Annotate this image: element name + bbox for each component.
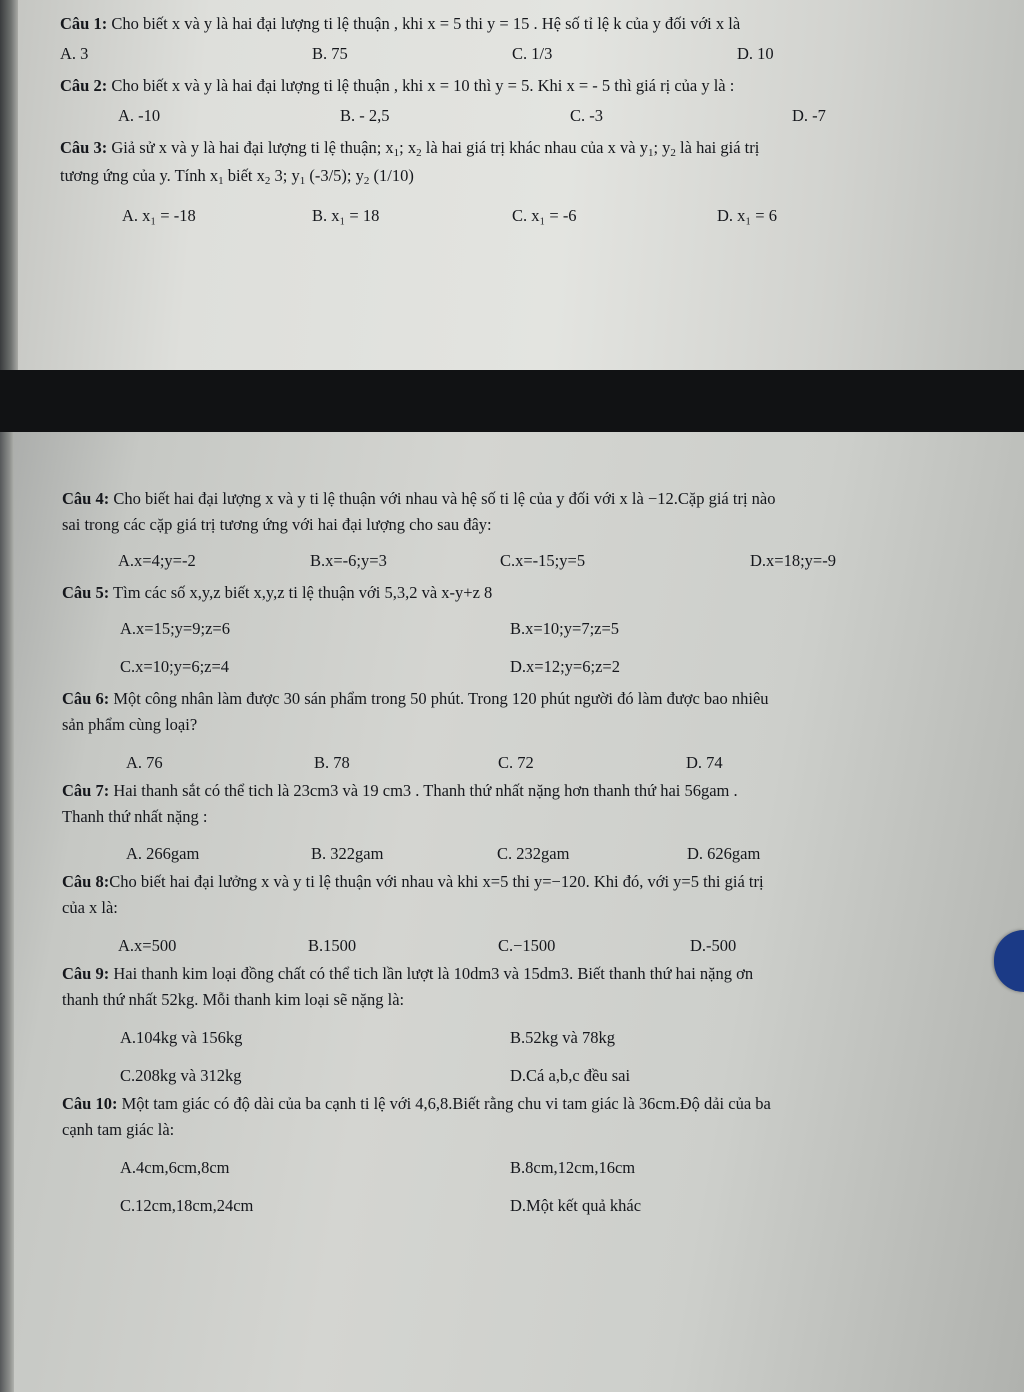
question-9-answer-c[interactable]: C.208kg và 312kg (120, 1066, 242, 1086)
sub-1b: 1 (647, 146, 654, 159)
question-2-answer-a[interactable]: A. -10 (118, 105, 161, 125)
question-3-body-b: ; x (399, 137, 417, 157)
question-4-text-line1 (62, 487, 980, 511)
question-9-answers-row2 (62, 1066, 980, 1086)
question-2-label: Câu 2: (60, 75, 108, 95)
question-4-answer-a[interactable]: A.x=4;y=-2 (118, 550, 196, 570)
question-block-4 (62, 487, 980, 571)
question-3-text-line1 (60, 136, 980, 162)
question-4-body-1: Cho biết hai đại lượng x và y ti lệ thuận với nhau và hệ số ti lệ của y đối với x là −12.Cặp giá trị nào (109, 489, 776, 508)
bottom-scan-left-shadow (0, 432, 14, 1392)
question-3-body-a: Giả sử x và y là hai đại lượng ti lệ thuận; x (107, 137, 394, 157)
question-7-answer-a[interactable]: A. 266gam (126, 844, 200, 864)
top-questions-container (60, 12, 980, 226)
question-7-label: Câu 7: (62, 780, 110, 800)
question-9-label: Câu 9: (62, 964, 110, 984)
question-3-text-line2 (60, 164, 980, 190)
question-2-answer-b[interactable]: B. - 2,5 (340, 105, 390, 125)
question-8-answer-a[interactable]: A.x=500 (118, 936, 177, 956)
question-9-answers-row1 (62, 1028, 980, 1048)
question-1-answer-c[interactable]: C. 1/3 (512, 43, 553, 63)
question-6-answer-a[interactable]: A. 76 (126, 752, 163, 772)
question-3-body-g: biết x (223, 165, 265, 185)
question-3-answer-c[interactable]: C. x₁ = -6 (512, 205, 577, 225)
question-7-body-1: Hai thanh sắt có thể tich là 23cm3 và 19 cm3 . Thanh thứ nhất nặng hơn thanh thứ hai 56gam . (109, 780, 738, 800)
question-3-answer-b[interactable]: B. x₁ = 18 (312, 205, 380, 225)
question-3-answer-d[interactable]: D. x₁ = 6 (717, 205, 777, 225)
question-2-answers (60, 106, 980, 126)
sub-1d: 1 (299, 174, 306, 187)
sub-2d: 2 (363, 174, 370, 187)
question-5-label: Câu 5: (62, 582, 110, 602)
question-3-body-h: 3; y (270, 165, 300, 185)
question-3-body-j: (1/10) (369, 165, 414, 185)
question-10-answer-b[interactable]: B.8cm,12cm,16cm (510, 1157, 636, 1177)
sub-2: 2 (416, 146, 422, 159)
sub-1: 1 (393, 146, 400, 159)
question-2-answer-d[interactable]: D. -7 (792, 105, 826, 125)
question-10-answers-row1 (62, 1158, 980, 1178)
question-6-answer-c[interactable]: C. 72 (498, 752, 534, 772)
question-10-text-line1 (62, 1092, 980, 1116)
question-block-5 (62, 581, 980, 677)
question-1-body: Cho biết x và y là hai đại lượng ti lệ thuận , khi x = 5 thi y = 15 . Hệ số tỉ lệ k của y đối với x là (107, 14, 741, 33)
question-5-answers-row1 (62, 619, 980, 639)
question-7-text-line1 (62, 779, 980, 803)
question-8-label: Câu 8: (62, 872, 110, 892)
question-2-text (60, 74, 980, 98)
question-8-answer-b[interactable]: B.1500 (308, 936, 357, 956)
scan-left-shadow (0, 0, 18, 370)
question-1-text (60, 12, 980, 36)
question-block-2 (60, 74, 980, 126)
question-8-answer-d[interactable]: D.-500 (690, 936, 737, 956)
question-block-3 (60, 136, 980, 226)
question-9-body-1: Hai thanh kim loại đồng chất có thể tich lần lượt là 10dm3 và 15dm3. Biết thanh thứ hai nặng ơn (109, 964, 754, 984)
question-10-answer-c[interactable]: C.12cm,18cm,24cm (120, 1195, 254, 1215)
question-8-text-line2: của x là: (62, 898, 118, 918)
question-3-body-d: ; y (653, 137, 671, 157)
question-6-text-line2: sản phẩm cùng loại? (62, 714, 198, 734)
question-3-answer-a[interactable]: A. x₁ = -18 (122, 205, 196, 225)
question-5-answer-c[interactable]: C.x=10;y=6;z=4 (120, 656, 230, 676)
question-1-answer-a[interactable]: A. 3 (60, 43, 89, 63)
question-4-label: Câu 4: (62, 489, 110, 508)
question-2-body: Cho biết x và y là hai đại lượng ti lệ thuận , khi x = 10 thì y = 5. Khi x = - 5 thì giá rị của y là : (107, 75, 735, 95)
question-9-answer-a[interactable]: A.104kg và 156kg (120, 1028, 243, 1048)
sub-2b: 2 (670, 146, 676, 159)
question-4-answer-d[interactable]: D.x=18;y=-9 (750, 550, 836, 570)
question-block-6 (62, 687, 980, 773)
question-1-answer-b[interactable]: B. 75 (312, 43, 348, 63)
question-9-answer-d[interactable]: D.Cá a,b,c đều sai (510, 1066, 631, 1086)
question-1-answers (60, 44, 980, 64)
question-6-text-line1 (62, 687, 980, 711)
question-3-body-e: là hai giá trị (675, 137, 760, 157)
bottom-questions-container (62, 487, 980, 1216)
question-6-answer-d[interactable]: D. 74 (686, 752, 723, 772)
question-8-answer-c[interactable]: C.−1500 (498, 936, 556, 956)
question-5-answer-d[interactable]: D.x=12;y=6;z=2 (510, 656, 620, 676)
question-block-8 (62, 870, 980, 956)
question-3-body-f: tương ứng của y. Tính x (60, 165, 219, 185)
question-5-body: Tìm các số x,y,z biết x,y,z ti lệ thuận với 5,3,2 và x-y+z 8 (109, 582, 493, 602)
question-4-answer-c[interactable]: C.x=-15;y=5 (500, 550, 586, 570)
question-6-answers (62, 753, 980, 773)
question-4-answer-b[interactable]: B.x=-6;y=3 (310, 550, 387, 570)
question-block-7 (62, 779, 980, 865)
question-7-answer-d[interactable]: D. 626gam (687, 844, 761, 864)
question-10-answers-row2 (62, 1196, 980, 1216)
question-6-label: Câu 6: (62, 688, 110, 708)
question-1-answer-d[interactable]: D. 10 (737, 43, 774, 63)
sub-1c: 1 (218, 174, 224, 187)
question-7-answer-b[interactable]: B. 322gam (311, 844, 384, 864)
question-4-text-line2: sai trong các cặp giá trị tương ứng với hai đại lượng cho sau đây: (62, 514, 492, 534)
question-9-text-line1 (62, 962, 980, 986)
question-10-answer-d[interactable]: D.Một kết quả khác (510, 1195, 642, 1215)
question-2-answer-c[interactable]: C. -3 (570, 105, 603, 125)
question-8-answers (62, 936, 980, 956)
question-7-text-line2: Thanh thứ nhất nặng : (62, 806, 208, 826)
bottom-scan-fragment (0, 432, 1024, 1392)
question-5-answer-b[interactable]: B.x=10;y=7;z=5 (510, 618, 620, 638)
question-8-text-line1 (62, 870, 980, 894)
question-10-label: Câu 10: (62, 1094, 118, 1114)
question-10-answer-a[interactable]: A.4cm,6cm,8cm (120, 1157, 230, 1177)
question-9-answer-b[interactable]: B.52kg và 78kg (510, 1028, 615, 1048)
question-block-9 (62, 962, 980, 1086)
question-6-body-1: Một công nhân làm được 30 sán phẩm trong 50 phút. Trong 120 phút người đó làm được bao nhiêu (109, 688, 769, 708)
sub-2c: 2 (264, 174, 271, 187)
question-5-answer-a[interactable]: A.x=15;y=9;z=6 (120, 618, 230, 638)
top-scan-fragment (0, 0, 1024, 370)
question-8-body-1: Cho biết hai đại lưởng x và y ti lệ thuận với nhau và khi x=5 thi y=−120. Khi đó, với y=5 thi giá trị (109, 872, 764, 892)
question-block-10 (62, 1092, 980, 1216)
question-3-body-c: là hai giá trị khác nhau của x và y (421, 137, 648, 157)
question-1-label: Câu 1: (60, 14, 108, 33)
question-5-text (62, 581, 980, 605)
question-3-label: Câu 3: (60, 137, 108, 157)
question-10-body-1: Một tam giác có độ dài của ba cạnh ti lệ với 4,6,8.Biết rằng chu vi tam giác là 36cm.Độ dải của ba (117, 1094, 771, 1114)
question-block-1 (60, 12, 980, 64)
question-5-answers-row2 (62, 657, 980, 677)
question-7-answer-c[interactable]: C. 232gam (497, 844, 570, 864)
question-3-answers (60, 206, 980, 226)
question-10-text-line2: cạnh tam giác là: (62, 1120, 175, 1140)
question-3-body-i: (-3/5); y (305, 165, 364, 185)
question-9-text-line2: thanh thứ nhất 52kg. Mỗi thanh kim loại sẽ nặng là: (62, 990, 405, 1010)
question-7-answers (62, 844, 980, 864)
black-divider-bar (0, 370, 1024, 432)
question-4-answers (62, 551, 980, 571)
question-6-answer-b[interactable]: B. 78 (314, 752, 350, 772)
